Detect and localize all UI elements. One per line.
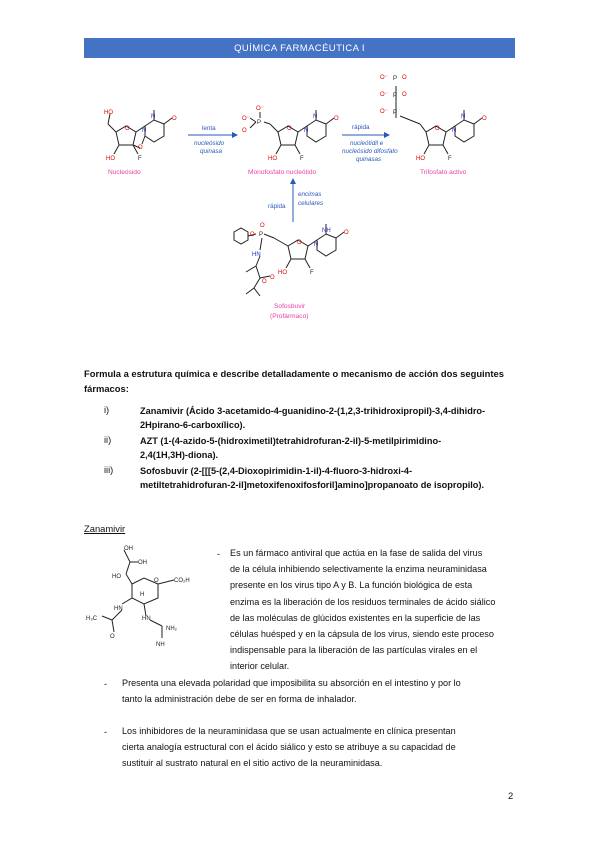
hydroxyl-label: OH — [124, 546, 133, 552]
oxygen-label: O — [402, 92, 407, 98]
hydroxyl-label: HO — [112, 574, 121, 580]
phosphorus-label: P — [393, 110, 398, 116]
paragraph-line: células huésped y en la cápsula de los virus, siendo este proceso — [230, 629, 494, 640]
paragraph-line: tanto la administración debe de ser en forma de inhalador. — [122, 694, 357, 705]
sofosbuvir-label: Sofosbuvir — [274, 303, 306, 310]
drug-item-line: metiltetrahidrofuran-2-il]metoxifenoxifosforil]amino]propanoato de isopropilo). — [140, 480, 485, 490]
prodrug-label: (Profármaco) — [270, 313, 309, 320]
paragraph-line: Los inhibidores de la neuraminidasa que se usan actualmente en clínica presentan — [122, 726, 456, 736]
question-intro: Formula a estrutura química e describe detalladamente o mecanismo de acción dos seguintes fármacos: — [84, 368, 504, 394]
fluorine-label: F — [448, 156, 452, 162]
arrow2-enzyme-label: nucleósido difosfato — [342, 148, 398, 155]
drug-item-line: 2,4(1H,3H)-diona). — [140, 450, 219, 460]
zanamivir-paragraph-mechanism — [230, 545, 520, 675]
oxygen-label: O — [334, 116, 339, 122]
arrow-fast-kinases — [342, 124, 398, 163]
arrow3-speed-label: rápida — [268, 203, 286, 210]
drug-item-line: AZT (1-(4-azido-5-(hidroximetil)tetrahidrofuran-2-il)-5-metilpirimidino- — [140, 436, 442, 446]
hydroxyl-label: HO — [104, 110, 113, 116]
oxygen-label: O — [482, 116, 487, 122]
paragraph-line: enzima es la liberación de los residuos terminales de ácido siálico — [230, 596, 496, 607]
imine-label: NH — [156, 642, 165, 648]
hydroxyl-label: HO — [268, 156, 277, 162]
header-title: QUÍMICA FARMACÉUTICA I — [234, 42, 365, 54]
nitrogen-label: N — [142, 128, 147, 134]
ring-oxygen-label: O — [154, 578, 159, 584]
nitrogen-label: N — [461, 114, 466, 120]
oxygen-label: O — [172, 116, 177, 122]
bullet-dash: - — [104, 679, 108, 689]
hydroxyl-label: OH — [138, 560, 147, 566]
zanamivir-structure — [84, 540, 204, 652]
nitrogen-label: N — [314, 242, 319, 248]
phosphorus-label: P — [257, 120, 262, 126]
sofosbuvir-activation-scheme — [84, 66, 524, 328]
nitrogen-label: N — [151, 114, 156, 120]
hydroxyl-label: HO — [416, 156, 425, 162]
monophosphate-label: Monofosfato nucleótido — [248, 169, 317, 176]
amino-label: NH₂ — [166, 626, 177, 632]
ring-oxygen-label: O — [435, 126, 440, 132]
paragraph-line: sustituir al sustrato natural en el sitio activo de la neuraminidasa. — [122, 758, 383, 769]
drug-item-sofosbuvir — [140, 464, 484, 492]
amide-nh-label: HN — [114, 606, 123, 612]
bullet-dash: - — [217, 549, 221, 559]
ring-oxygen-label: O — [125, 126, 130, 132]
carbonyl-oxygen-label: O — [110, 634, 115, 640]
oxygen-label: O — [344, 230, 349, 236]
triphosphate-structure — [380, 75, 487, 176]
paragraph-line: de la célula inhibiendo selectivamente la enzima neuraminidasa — [230, 564, 487, 575]
drug-item-azt — [140, 434, 441, 462]
hydrogen-label: H — [140, 592, 145, 598]
arrow-slow-kinase — [188, 125, 238, 155]
nitrogen-label: N — [452, 128, 457, 134]
nitrogen-label: N — [313, 114, 318, 120]
item-number: iii) — [104, 465, 114, 475]
arrow2-speed-label: rápida — [352, 124, 370, 131]
drug-item-line: Sofosbuvir (2-[[[5-(2,4-Dioxopirimidin-1-il)-4-fluoro-3-hidroxi-4- — [140, 466, 413, 476]
carboxyl-label: CO₂H — [174, 578, 190, 584]
monophosphate-structure — [242, 106, 339, 176]
amine-label: HN — [252, 252, 261, 258]
arrow3-enzyme-label: encimas — [298, 191, 322, 198]
hydroxyl-label: HO — [278, 270, 287, 276]
oxygen-label: O — [270, 275, 275, 281]
oxygen-label: O⁻ — [256, 106, 264, 112]
paragraph-line: Presenta una elevada polaridad que imposibilita su absorción en el intestino y por lo — [122, 678, 461, 688]
phosphorus-label: P — [393, 93, 398, 99]
drug-item-zanamivir — [140, 404, 485, 432]
ring-oxygen-label: O — [287, 126, 292, 132]
arrow2-enzyme-label: nucleótidil e — [350, 140, 384, 147]
oxygen-label: O — [242, 128, 247, 134]
arrow-cellular-enzymes — [268, 178, 324, 222]
methyl-label: H₃C — [86, 616, 98, 622]
oxygen-label: O — [262, 279, 267, 285]
nucleoside-structure — [104, 110, 177, 176]
nitrogen-label: N — [304, 128, 309, 134]
phosphorus-label: P — [259, 232, 264, 238]
bullet-dash: - — [104, 727, 108, 737]
paragraph-line: interior celular. — [230, 661, 290, 672]
paragraph-line: indispensable para la liberación de las partículas virales en el — [230, 645, 478, 656]
section-title-zanamivir: Zanamivir — [84, 523, 126, 534]
oxygen-label: O — [260, 223, 265, 229]
arrow1-enzyme-label: nucleósido — [194, 140, 225, 147]
zanamivir-paragraph-polarity — [122, 675, 522, 707]
oxygen-label: O⁻ — [380, 92, 388, 98]
sofosbuvir-structure — [234, 223, 349, 320]
page-number: 2 — [508, 790, 514, 801]
triphosphate-label: Trifosfato activo — [420, 169, 467, 176]
paragraph-line: Es un fármaco antiviral que actúa en la fase de salida del virus — [230, 548, 483, 558]
drug-item-line: Zanamivir (Ácido 3-acetamido-4-guanidino-2-(1,2,3-trihidroxipropil)-3,4-dihidro- — [140, 406, 486, 416]
oxygen-label: O — [250, 232, 255, 238]
phosphorus-label: P — [393, 76, 398, 82]
paragraph-line: cierta analogía estructural con el ácido siálico y esto se atribuye a su capacidad de — [122, 742, 456, 753]
oxygen-label: O — [138, 145, 143, 151]
fluorine-label: F — [310, 270, 314, 276]
ring-oxygen-label: O — [297, 240, 302, 246]
hydroxyl-label: HO — [106, 156, 115, 162]
arrow3-enzyme-label: celulares — [298, 200, 324, 207]
fluorine-label: F — [300, 156, 304, 162]
arrow1-enzyme-label: quinasa — [200, 148, 223, 155]
guanidine-nh-label: HN — [142, 616, 151, 622]
oxygen-label: O⁻ — [380, 109, 388, 115]
item-number: ii) — [104, 435, 112, 445]
nitrogen-label: NH — [322, 228, 331, 234]
drug-item-line: 2Hpirano-6-carboxílico). — [140, 420, 246, 430]
oxygen-label: O — [402, 75, 407, 81]
item-number: i) — [104, 405, 110, 415]
oxygen-label: O⁻ — [242, 116, 250, 122]
page-header — [84, 38, 515, 58]
paragraph-line: presente en los virus tipo A y B. La función biológica de esta — [230, 580, 473, 591]
oxygen-label: O⁻ — [380, 75, 388, 81]
arrow2-enzyme-label: quinasas — [356, 156, 382, 163]
arrow1-speed-label: lenta — [202, 125, 216, 132]
paragraph-line: de las moléculas de glúcidos existentes en la superficie de las — [230, 612, 481, 623]
zanamivir-paragraph-analogy — [122, 723, 522, 772]
fluorine-label: F — [138, 156, 142, 162]
nucleoside-label: Nucleósido — [108, 169, 141, 176]
